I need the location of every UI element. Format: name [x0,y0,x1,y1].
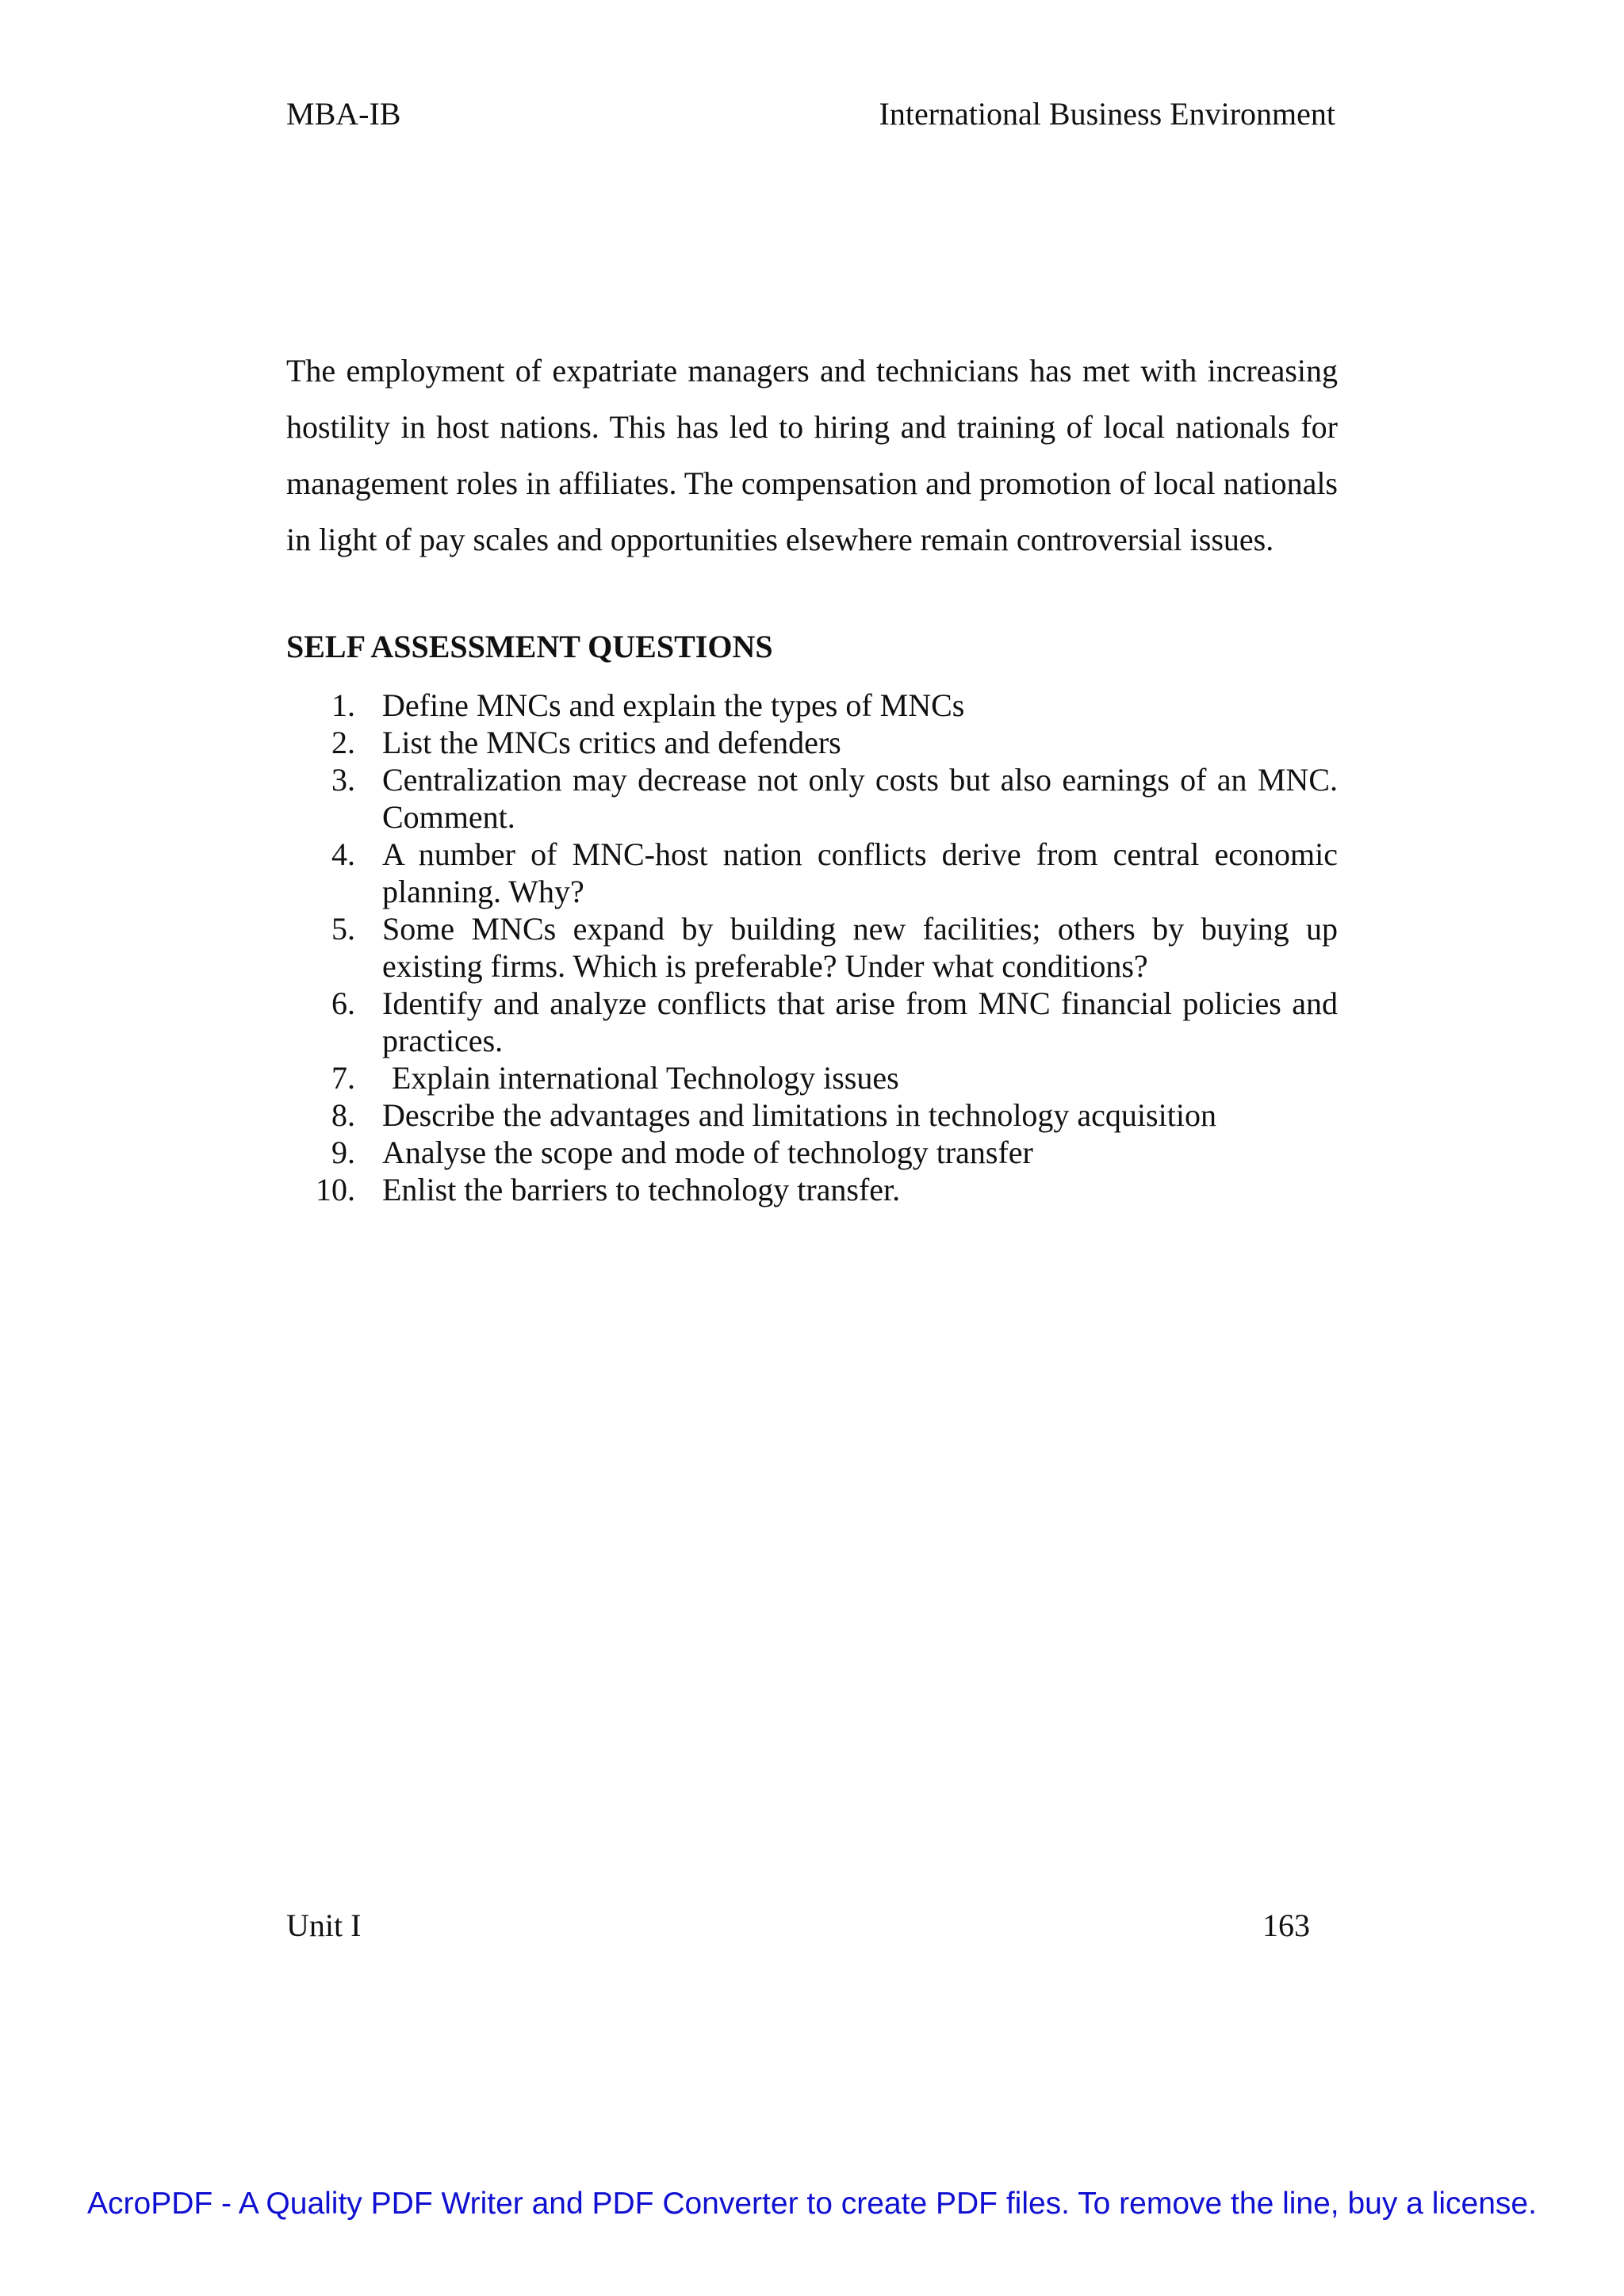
converter-watermark-banner: AcroPDF - A Quality PDF Writer and PDF Converter to create PDF files. To remove the line, buy a license. [87,2187,1537,2221]
question-text: Enlist the barriers to technology transfer. [382,1172,901,1207]
question-text: Explain international Technology issues [392,1060,899,1096]
question-number: 7. [331,1060,355,1096]
question-number: 8. [331,1097,355,1133]
body-paragraph: The employment of expatriate managers and technicians has met with increasing hostility in host nations. This has led to hiring and training of local nationals for management roles in affiliates. The compensation and promotion of local nationals in light of pay scales and opportunities elsewhere remain controversial issues. [286,353,1338,557]
running-header-course: MBA-IB [286,96,401,132]
question-item [286,687,1338,724]
question-item [286,1171,1338,1208]
question-text: Centralization may decrease not only costs but also earnings of an MNC. Comment. [382,762,1338,835]
question-item [286,836,1338,910]
question-number: 6. [331,985,355,1021]
question-text: Define MNCs and explain the types of MNCs [382,687,965,723]
question-number: 10. [316,1172,355,1207]
question-text: A number of MNC-host nation conflicts derive from central economic planning. Why? [382,836,1338,909]
question-item [286,724,1338,761]
question-number: 2. [331,725,355,760]
question-text: List the MNCs critics and defenders [382,725,841,760]
question-item [286,985,1338,1059]
question-number: 3. [331,762,355,798]
question-text: Identify and analyze conflicts that arise from MNC financial policies and practices. [382,985,1338,1058]
question-number: 1. [331,687,355,723]
question-item [286,1096,1338,1134]
page-number: 163 [1262,1908,1310,1943]
question-number: 4. [331,836,355,872]
question-item [286,910,1338,985]
section-heading: SELF ASSESSMENT QUESTIONS [286,629,773,664]
question-text: Analyse the scope and mode of technology transfer [382,1135,1033,1170]
running-header-title: International Business Environment [879,96,1335,132]
question-list [286,687,1338,1208]
question-text: Some MNCs expand by building new facilities; others by buying up existing firms. Which is preferable? Under what conditions? [382,911,1338,984]
footer-unit: Unit I [286,1908,362,1943]
question-item [286,761,1338,836]
question-number: 5. [331,911,355,947]
question-item [286,1134,1338,1171]
question-text: Describe the advantages and limitations in technology acquisition [382,1097,1216,1133]
question-number: 9. [331,1135,355,1170]
question-item [286,1059,1338,1096]
